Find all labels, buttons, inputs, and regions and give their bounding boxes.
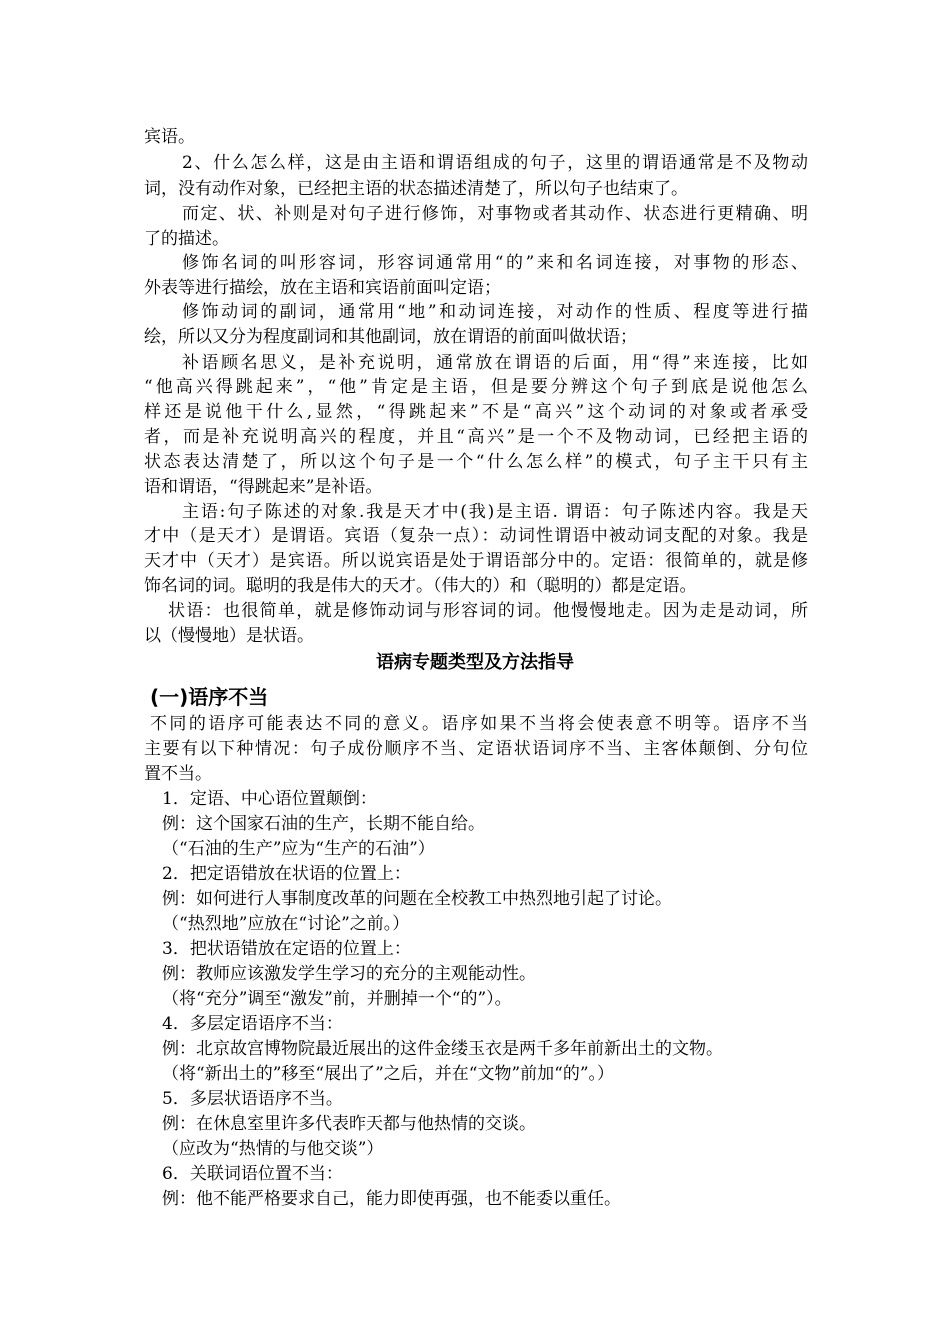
text-line: 外表等进行描绘，放在主语和宾语前面叫定语； xyxy=(144,278,501,298)
text-line: 置不当。 xyxy=(144,764,212,784)
text-line: 饰名词的词。聪明的我是伟大的天才。（伟大的）和（聪明的）都是定语。 xyxy=(144,576,697,596)
list-item: 4．多层定语语序不当： xyxy=(162,1014,343,1034)
list-item: 例：这个国家石油的生产，长期不能自给。 xyxy=(162,814,485,834)
list-item: 例：在休息室里许多代表昨天都与他热情的交谈。 xyxy=(162,1114,536,1134)
subsection-heading: (一)语序不当 xyxy=(150,685,269,709)
list-item: （“热烈地”应放在“讨论”之前。） xyxy=(162,914,410,934)
text-line: 者，而是补充说明高兴的程度，并且“高兴”是一个不及物动词，已经把主语的 xyxy=(144,427,808,447)
list-item: 2．把定语错放在状语的位置上： xyxy=(162,864,411,884)
text-line: 主语:句子陈述的对象.我是天才中(我)是主语. 谓语：句子陈述内容。我是天 xyxy=(182,502,808,522)
list-item: 例：如何进行人事制度改革的问题在全校教工中热烈地引起了讨论。 xyxy=(162,889,672,909)
list-item: 6．关联词语位置不当： xyxy=(162,1164,343,1184)
text-line: 才中（是天才）是谓语。宾语（复杂一点）：动词性谓语中被动词支配的对象。我是 xyxy=(144,526,808,546)
text-line: 了的描述。 xyxy=(144,229,229,249)
text-line: 而定、状、补则是对句子进行修饰，对事物或者其动作、状态进行更精确、明 xyxy=(182,204,808,224)
text-line: 修饰动词的副词，通常用“地”和动词连接，对动作的性质、程度等进行描 xyxy=(182,302,808,322)
list-item: 3．把状语错放在定语的位置上： xyxy=(162,939,411,959)
text-line: 绘，所以又分为程度副词和其他副词，放在谓语的前面叫做状语； xyxy=(144,327,637,347)
text-line: 宾语。 xyxy=(144,127,195,147)
text-line: 主要有以下种情况：句子成份顺序不当、定语状语词序不当、主客体颠倒、分句位 xyxy=(144,739,808,759)
text-line: 以（慢慢地）是状语。 xyxy=(144,626,314,646)
list-item: （将“充分”调至“激发”前，并删掉一个“的”）。 xyxy=(162,989,512,1009)
text-line: 状态表达清楚了，所以这个句子是一个“什么怎么样”的模式，句子主干只有主 xyxy=(144,452,808,472)
list-item: 5．多层状语语序不当。 xyxy=(162,1089,343,1109)
text-line: “他高兴得跳起来”，“他”肯定是主语，但是要分辨这个句子到底是说他怎么 xyxy=(144,377,808,397)
text-line: 补语顾名思义，是补充说明，通常放在谓语的后面，用“得”来连接，比如 xyxy=(182,353,808,373)
text-line: 状语：也很简单，就是修饰动词与形容词的词。他慢慢地走。因为走是动词，所 xyxy=(168,601,808,621)
list-item: 例：北京故宫博物院最近展出的这件金缕玉衣是两千多年前新出土的文物。 xyxy=(162,1039,723,1059)
list-item: 例：他不能严格要求自己，能力即使再强，也不能委以重任。 xyxy=(162,1189,621,1209)
list-item: （将“新出土的”移至“展出了”之后，并在“文物”前加“的”。） xyxy=(162,1064,615,1084)
text-line: 不同的语序可能表达不同的意义。语序如果不当将会使表意不明等。语序不当 xyxy=(150,714,808,734)
text-line: 修饰名词的叫形容词，形容词通常用“的”来和名词连接，对事物的形态、 xyxy=(182,253,808,273)
list-item: 1．定语、中心语位置颠倒： xyxy=(162,789,377,809)
text-line: 2、什么怎么样，这是由主语和谓语组成的句子，这里的谓语通常是不及物动 xyxy=(182,153,808,173)
text-line: 样还是说他干什么,显然，“得跳起来”不是“高兴”这个动词的对象或者承受 xyxy=(144,402,808,422)
text-line: 天才中（天才）是宾语。所以说宾语是处于谓语部分中的。定语：很简单的，就是修 xyxy=(144,551,808,571)
text-line: 词，没有动作对象，已经把主语的状态描述清楚了，所以句子也结束了。 xyxy=(144,179,688,199)
list-item: （“石油的生产”应为“生产的石油”） xyxy=(162,839,435,859)
section-title: 语病专题类型及方法指导 xyxy=(376,652,574,673)
list-item: 例：教师应该激发学生学习的充分的主观能动性。 xyxy=(162,964,536,984)
list-item: （应改为“热情的与他交谈”） xyxy=(162,1139,384,1159)
text-line: 语和谓语，“得跳起来”是补语。 xyxy=(144,477,383,497)
